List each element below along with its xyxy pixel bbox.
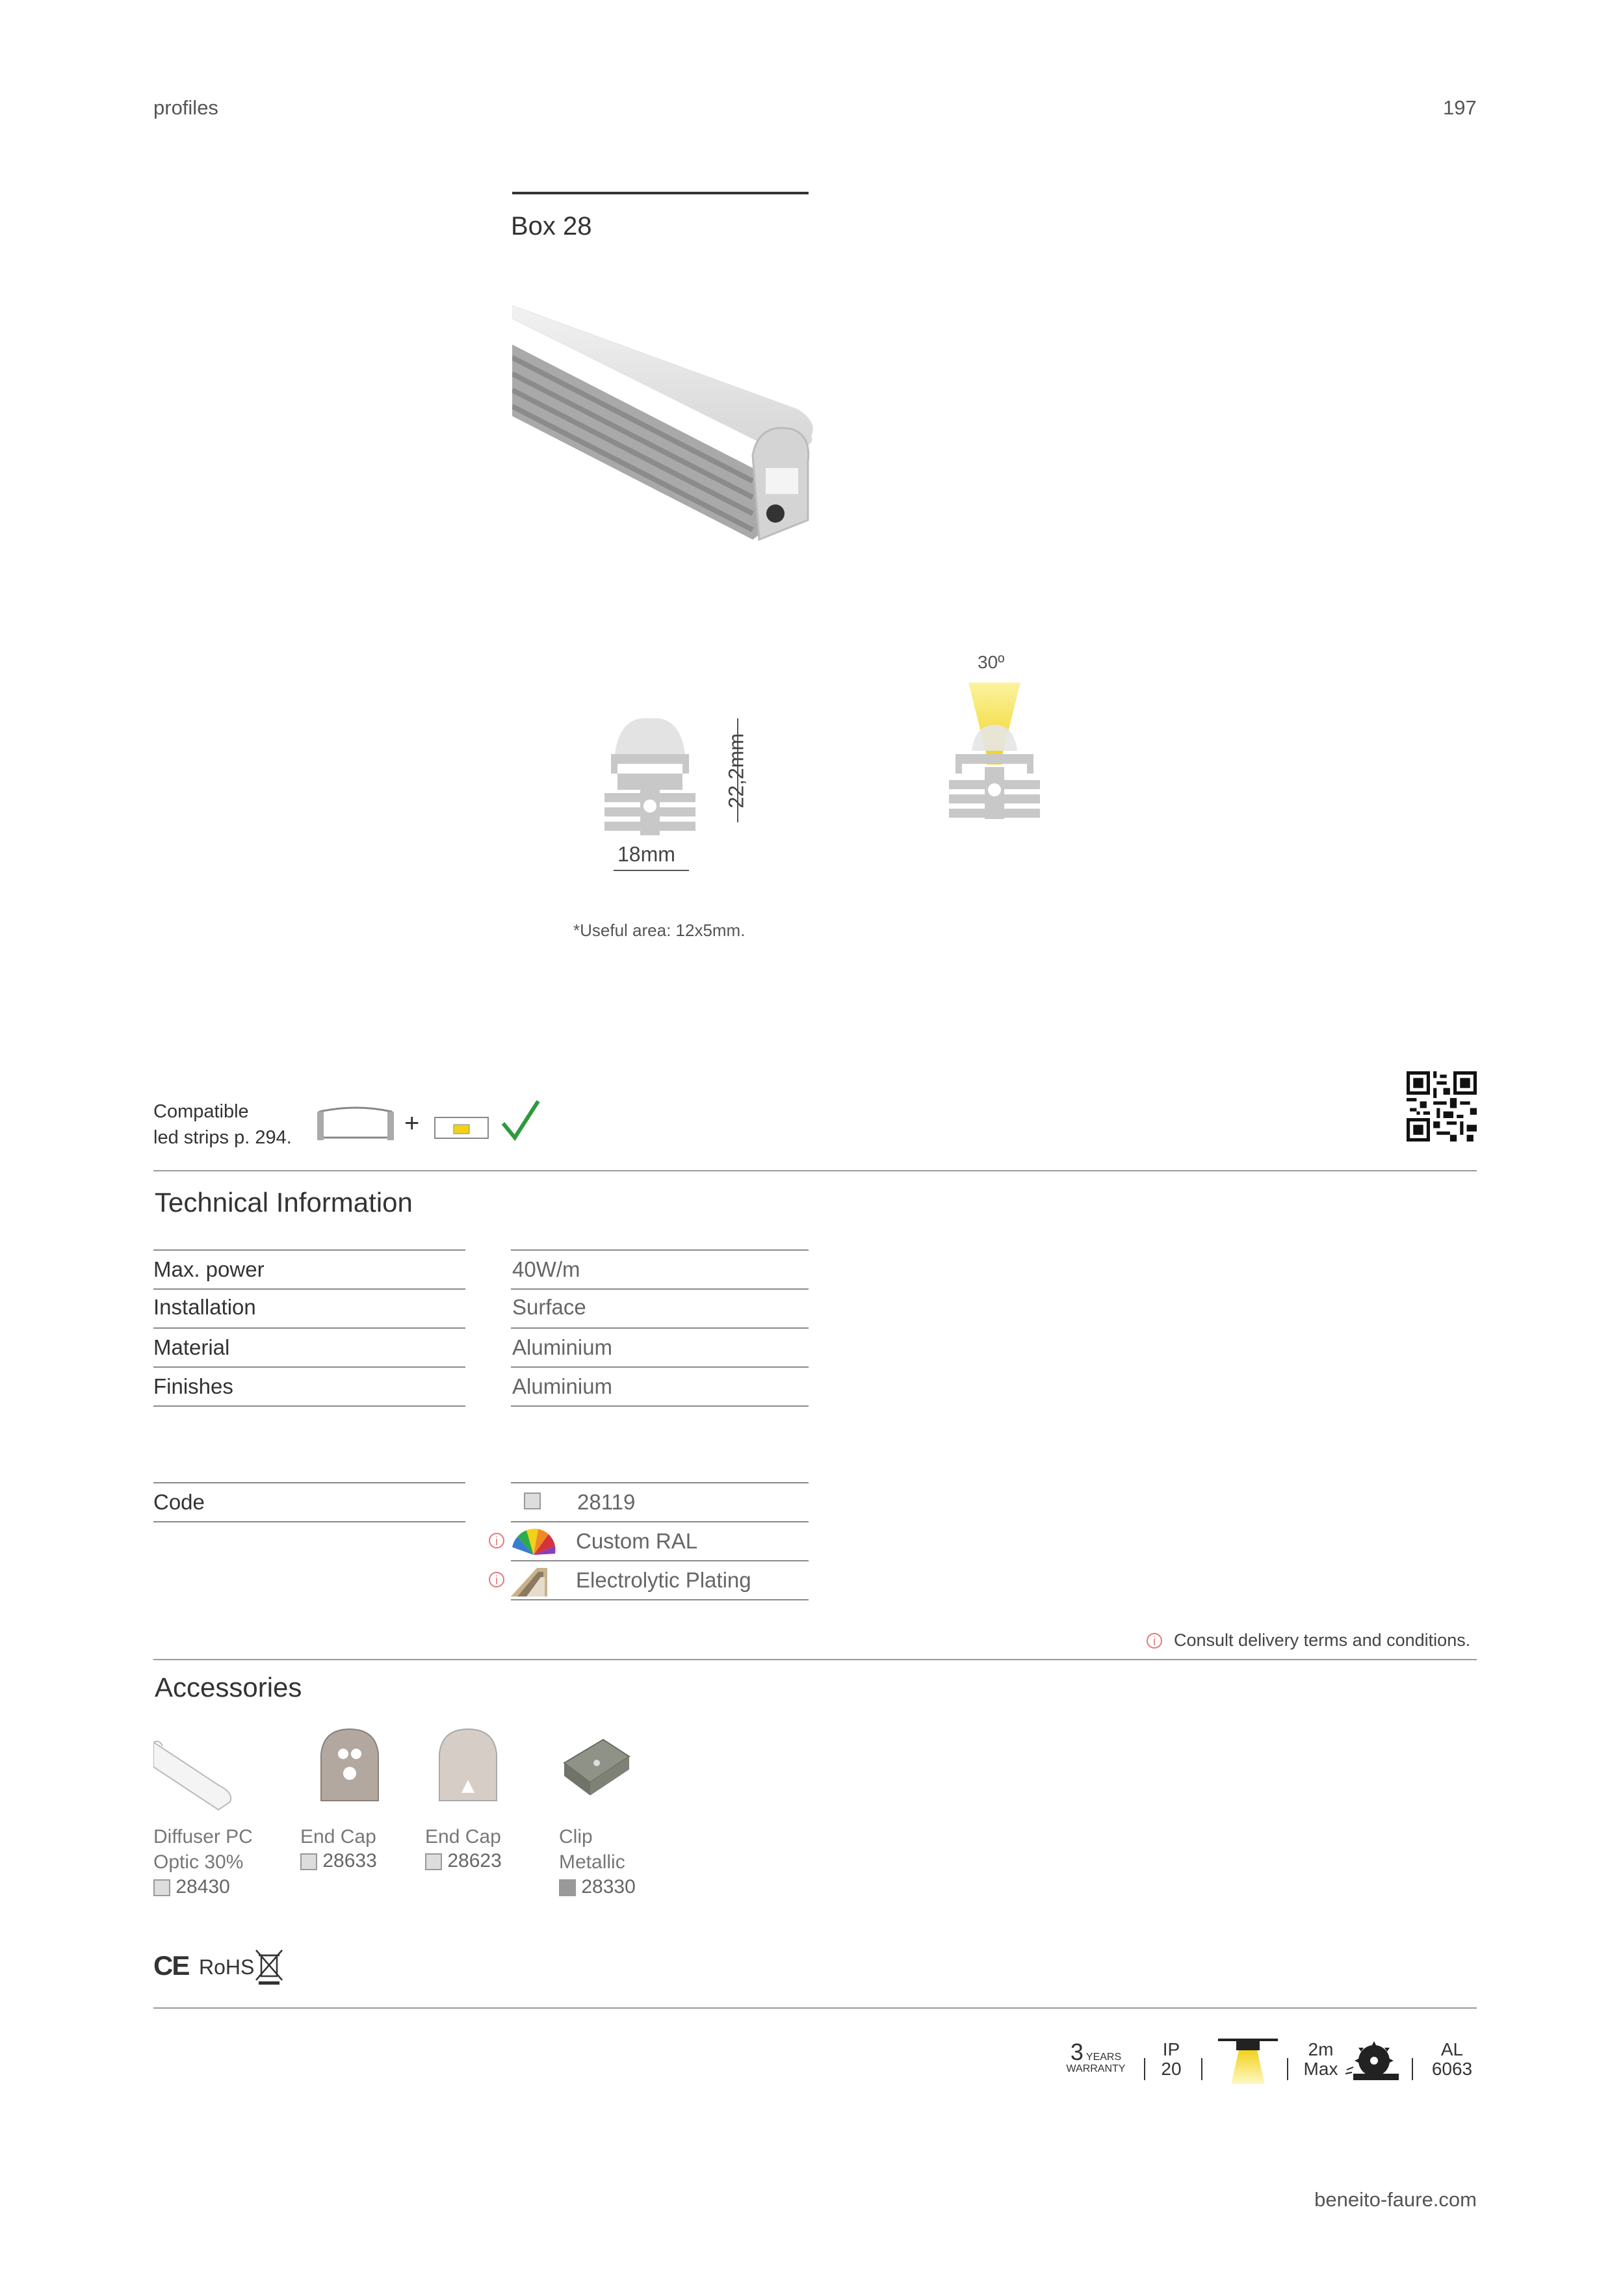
tech-value: Surface	[512, 1295, 586, 1319]
code-line	[511, 1599, 809, 1600]
badge-separator	[1144, 2058, 1145, 2080]
compatible-text	[153, 1099, 292, 1151]
accessory-code	[300, 1850, 377, 1872]
accessory-code	[559, 1876, 636, 1898]
badge-separator	[1412, 2058, 1413, 2080]
finish-swatch	[153, 1879, 170, 1896]
accessory-line: Optic 30%	[153, 1851, 244, 1873]
accessory-line: End Cap	[300, 1826, 376, 1847]
tech-line	[511, 1249, 809, 1251]
metal-clip-image	[558, 1730, 638, 1806]
product-image	[512, 306, 818, 553]
accessory-code-text: 28623	[447, 1850, 502, 1872]
accessory-name	[153, 1824, 253, 1875]
led-strip-icon	[434, 1117, 489, 1139]
qr-code	[1407, 1071, 1477, 1141]
tech-line	[153, 1327, 465, 1329]
delivery-note: Consult delivery terms and conditions.	[1174, 1630, 1471, 1650]
weee-bin-icon	[255, 1949, 283, 1985]
divider	[153, 2007, 1477, 2009]
divider	[153, 1659, 1477, 1660]
tech-label: Max. power	[153, 1257, 265, 1281]
tech-label: Finishes	[153, 1374, 233, 1398]
ip-label: IP	[1162, 2039, 1180, 2059]
warranty-word: WARRANTY	[1066, 2063, 1126, 2074]
info-icon: i	[1147, 1633, 1162, 1649]
width-dimension-line	[614, 870, 689, 871]
length-value: 2m	[1308, 2039, 1334, 2059]
info-icon: i	[489, 1572, 504, 1587]
finish-swatch	[425, 1853, 442, 1870]
section-label: profiles	[153, 96, 218, 119]
beam-angle-label: 30º	[978, 652, 1005, 672]
tech-value: Aluminium	[512, 1374, 613, 1398]
finish-swatch-aluminium	[524, 1493, 541, 1509]
profile-icon	[317, 1105, 394, 1144]
length-label: Max	[1303, 2059, 1338, 2079]
warranty-number: 3	[1070, 2039, 1084, 2065]
code-label: Code	[153, 1490, 205, 1514]
tech-line	[511, 1405, 809, 1407]
accessory-line: Diffuser PC	[153, 1826, 253, 1847]
end-cap-blind-image	[435, 1728, 500, 1802]
tech-label: Installation	[153, 1295, 256, 1319]
accessory-line: End Cap	[425, 1826, 501, 1847]
rohs-mark: RoHS	[199, 1955, 255, 1979]
code-line	[511, 1482, 809, 1483]
code-line	[511, 1560, 809, 1561]
title-rule	[512, 192, 809, 194]
ral-color-fan-icon	[511, 1528, 556, 1556]
compatible-line1: Compatible	[153, 1101, 249, 1122]
accessory-code-text: 28430	[175, 1876, 230, 1898]
product-title: Box 28	[511, 212, 592, 241]
code-line	[153, 1482, 465, 1483]
width-dimension: 18mm	[617, 842, 675, 866]
divider	[153, 1170, 1477, 1171]
length-badge	[1303, 2040, 1339, 2079]
tech-line	[153, 1405, 465, 1407]
accessory-line: Metallic	[559, 1851, 625, 1873]
accessory-code	[425, 1850, 502, 1872]
accessory-name	[300, 1824, 376, 1849]
accessory-name	[425, 1824, 501, 1849]
alloy-label: AL	[1440, 2039, 1464, 2059]
ip-badge	[1157, 2040, 1186, 2079]
code-value: Custom RAL	[576, 1529, 698, 1553]
tech-line	[153, 1366, 465, 1368]
plus-sign: +	[404, 1109, 420, 1138]
finish-swatch	[300, 1853, 317, 1870]
alloy-badge	[1427, 2040, 1477, 2079]
accessory-line: Clip	[559, 1826, 593, 1847]
tech-value: 40W/m	[512, 1257, 580, 1281]
tech-line	[511, 1366, 809, 1368]
badge-separator	[1287, 2058, 1288, 2080]
website-link[interactable]: beneito-faure.com	[1314, 2188, 1477, 2211]
cut-saw-icon	[1344, 2041, 1400, 2081]
warranty-years: YEARS	[1085, 2052, 1122, 2063]
surface-mount-icon	[1218, 2039, 1278, 2084]
accessory-code	[153, 1876, 230, 1898]
code-line	[153, 1521, 465, 1522]
check-icon	[500, 1099, 541, 1141]
accessory-code-text: 28633	[322, 1850, 377, 1872]
accessory-code-text: 28330	[581, 1876, 636, 1898]
tech-line	[153, 1288, 465, 1290]
finish-swatch	[559, 1879, 576, 1896]
plating-sample-icon	[511, 1565, 550, 1598]
technical-title: Technical Information	[155, 1187, 413, 1218]
code-line	[511, 1521, 809, 1522]
accessory-name	[559, 1824, 625, 1875]
info-icon: i	[489, 1533, 504, 1548]
beam-angle-drawing	[949, 683, 1040, 826]
page-number: 197	[1443, 96, 1477, 119]
ce-mark: CE	[153, 1950, 189, 1981]
alloy-value: 6063	[1431, 2059, 1473, 2079]
tech-value: Aluminium	[512, 1335, 613, 1359]
tech-line	[511, 1288, 809, 1290]
useful-area-note: *Useful area: 12x5mm.	[573, 920, 746, 940]
tech-line	[511, 1327, 809, 1329]
code-value: Electrolytic Plating	[576, 1568, 751, 1592]
badge-separator	[1201, 2058, 1202, 2080]
tech-line	[153, 1249, 465, 1251]
height-dimension: 22,2mm	[724, 733, 748, 809]
ip-value: 20	[1161, 2059, 1182, 2079]
tech-label: Material	[153, 1335, 230, 1359]
accessories-title: Accessories	[155, 1672, 302, 1702]
warranty-badge	[1063, 2039, 1128, 2075]
end-cap-image	[317, 1728, 382, 1802]
compatible-line2: led strips p. 294.	[153, 1127, 292, 1148]
diffuser-image	[153, 1740, 235, 1811]
code-value: 28119	[577, 1490, 636, 1514]
